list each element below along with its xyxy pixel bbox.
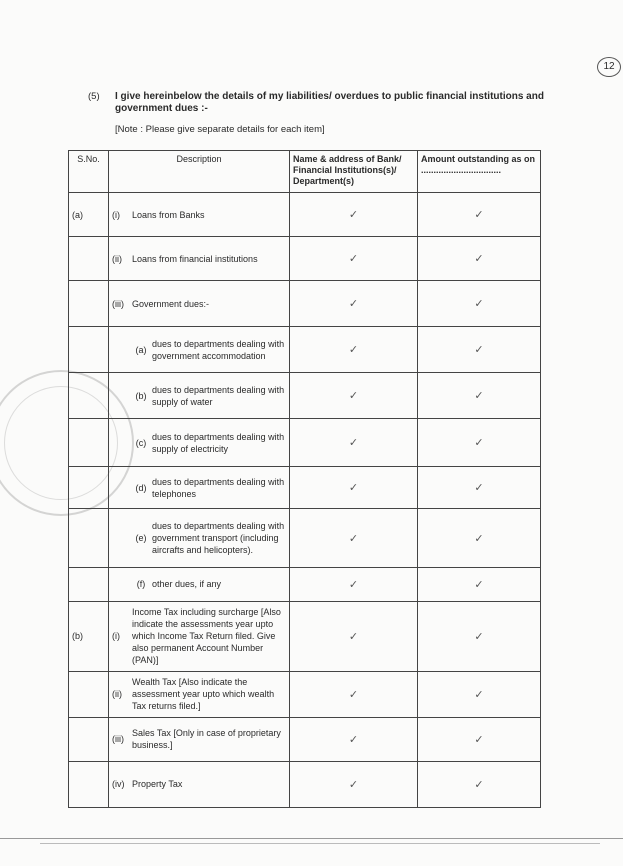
table-row	[69, 509, 541, 567]
row-roman-number: (i)	[112, 209, 120, 220]
row-letter: (e)	[135, 533, 147, 543]
row-amount-tick: ✓	[418, 717, 541, 761]
table-row	[69, 761, 541, 807]
row-description	[109, 467, 290, 509]
row-description	[109, 567, 290, 601]
row-description-text: Loans from financial institutions	[132, 253, 258, 264]
row-description-text: Sales Tax [Only in case of proprietary business.]	[132, 728, 281, 751]
table-row	[69, 671, 541, 717]
row-description-text: dues to departments dealing with government transport (including aircrafts and helicopters).	[152, 521, 285, 555]
row-sno	[69, 671, 109, 717]
row-name-address-tick: ✓	[290, 761, 418, 807]
col-header-description: Description	[109, 151, 290, 193]
row-description-text: other dues, if any	[152, 579, 222, 590]
row-roman-number: (iii)	[112, 734, 124, 745]
item-number: (5)	[88, 91, 100, 102]
row-description	[109, 509, 290, 567]
row-amount-tick: ✓	[418, 509, 541, 567]
row-letter: (b)	[135, 390, 147, 401]
table-row	[69, 237, 541, 281]
row-amount-tick: ✓	[418, 567, 541, 601]
row-description	[109, 281, 290, 327]
row-description-text: dues to departments dealing with supply of water	[152, 384, 285, 407]
table-row	[69, 601, 541, 671]
row-amount-tick: ✓	[418, 327, 541, 373]
row-letter: (c)	[135, 437, 147, 448]
table-row	[69, 373, 541, 419]
row-description-text: Government dues:-	[132, 298, 210, 309]
col-header-amount: Amount outstanding as on ................................	[418, 151, 541, 193]
row-description	[109, 327, 290, 373]
page-rule	[40, 843, 600, 844]
row-amount-tick: ✓	[418, 761, 541, 807]
row-roman-number: (iv)	[112, 779, 125, 790]
row-amount-tick: ✓	[418, 237, 541, 281]
row-name-address-tick: ✓	[290, 509, 418, 567]
row-description-text: dues to departments dealing with supply of electricity	[152, 431, 285, 454]
row-sno	[69, 717, 109, 761]
row-name-address-tick: ✓	[290, 601, 418, 671]
section-note: [Note : Please give separate details for each item]	[115, 124, 325, 135]
row-description	[109, 717, 290, 761]
table-row	[69, 567, 541, 601]
table-row	[69, 281, 541, 327]
row-description-text: Property Tax	[132, 779, 183, 790]
row-sno	[69, 373, 109, 419]
row-sno	[69, 281, 109, 327]
row-description-text: Income Tax including surcharge [Also indicate the assessments year upto which Income Tax Return filed. Give also permanent Account Number (PAN)]	[132, 607, 281, 666]
row-name-address-tick: ✓	[290, 671, 418, 717]
table-row	[69, 419, 541, 467]
row-roman-number: (ii)	[112, 689, 122, 700]
row-name-address-tick: ✓	[290, 567, 418, 601]
row-name-address-tick: ✓	[290, 327, 418, 373]
page-number: 12	[597, 57, 621, 77]
row-name-address-tick: ✓	[290, 717, 418, 761]
table-row	[69, 193, 541, 237]
liabilities-table	[68, 150, 541, 808]
row-description	[109, 601, 290, 671]
page-rule	[0, 838, 623, 839]
row-sno	[69, 567, 109, 601]
col-header-name-address: Name & address of Bank/ Financial Institutions(s)/ Department(s)	[290, 151, 418, 193]
row-letter: (a)	[135, 344, 147, 355]
row-letter: (d)	[135, 482, 147, 493]
row-sno	[69, 237, 109, 281]
table-row	[69, 717, 541, 761]
table-row	[69, 467, 541, 509]
row-description-text: dues to departments dealing with telephones	[152, 476, 285, 499]
row-sno	[69, 509, 109, 567]
row-description	[109, 237, 290, 281]
table-row	[69, 327, 541, 373]
row-sno	[69, 467, 109, 509]
row-description	[109, 373, 290, 419]
table-header-row	[69, 151, 541, 193]
row-sno	[69, 327, 109, 373]
row-roman-number: (iii)	[112, 298, 124, 309]
row-name-address-tick: ✓	[290, 467, 418, 509]
row-amount-tick: ✓	[418, 671, 541, 717]
row-description	[109, 419, 290, 467]
row-name-address-tick: ✓	[290, 193, 418, 237]
row-description-text: Wealth Tax [Also indicate the assessment year upto which wealth Tax returns filed.]	[132, 677, 275, 712]
col-header-sno: S.No.	[69, 151, 109, 193]
section-heading: I give hereinbelow the details of my liabilities/ overdues to public financial institutions and government dues :-	[115, 91, 544, 114]
row-name-address-tick: ✓	[290, 419, 418, 467]
row-description	[109, 761, 290, 807]
row-description	[109, 193, 290, 237]
row-sno: (a)	[69, 193, 109, 237]
row-amount-tick: ✓	[418, 193, 541, 237]
row-description-text: Loans from Banks	[132, 209, 205, 220]
row-amount-tick: ✓	[418, 281, 541, 327]
row-roman-number: (i)	[112, 631, 120, 642]
row-roman-number: (ii)	[112, 253, 122, 264]
row-sno: (b)	[69, 601, 109, 671]
row-letter: (f)	[136, 579, 146, 590]
row-name-address-tick: ✓	[290, 373, 418, 419]
row-amount-tick: ✓	[418, 601, 541, 671]
row-sno	[69, 761, 109, 807]
row-amount-tick: ✓	[418, 419, 541, 467]
row-name-address-tick: ✓	[290, 281, 418, 327]
row-name-address-tick: ✓	[290, 237, 418, 281]
row-amount-tick: ✓	[418, 467, 541, 509]
row-description	[109, 671, 290, 717]
row-description-text: dues to departments dealing with government accommodation	[152, 338, 285, 361]
row-sno	[69, 419, 109, 467]
row-amount-tick: ✓	[418, 373, 541, 419]
